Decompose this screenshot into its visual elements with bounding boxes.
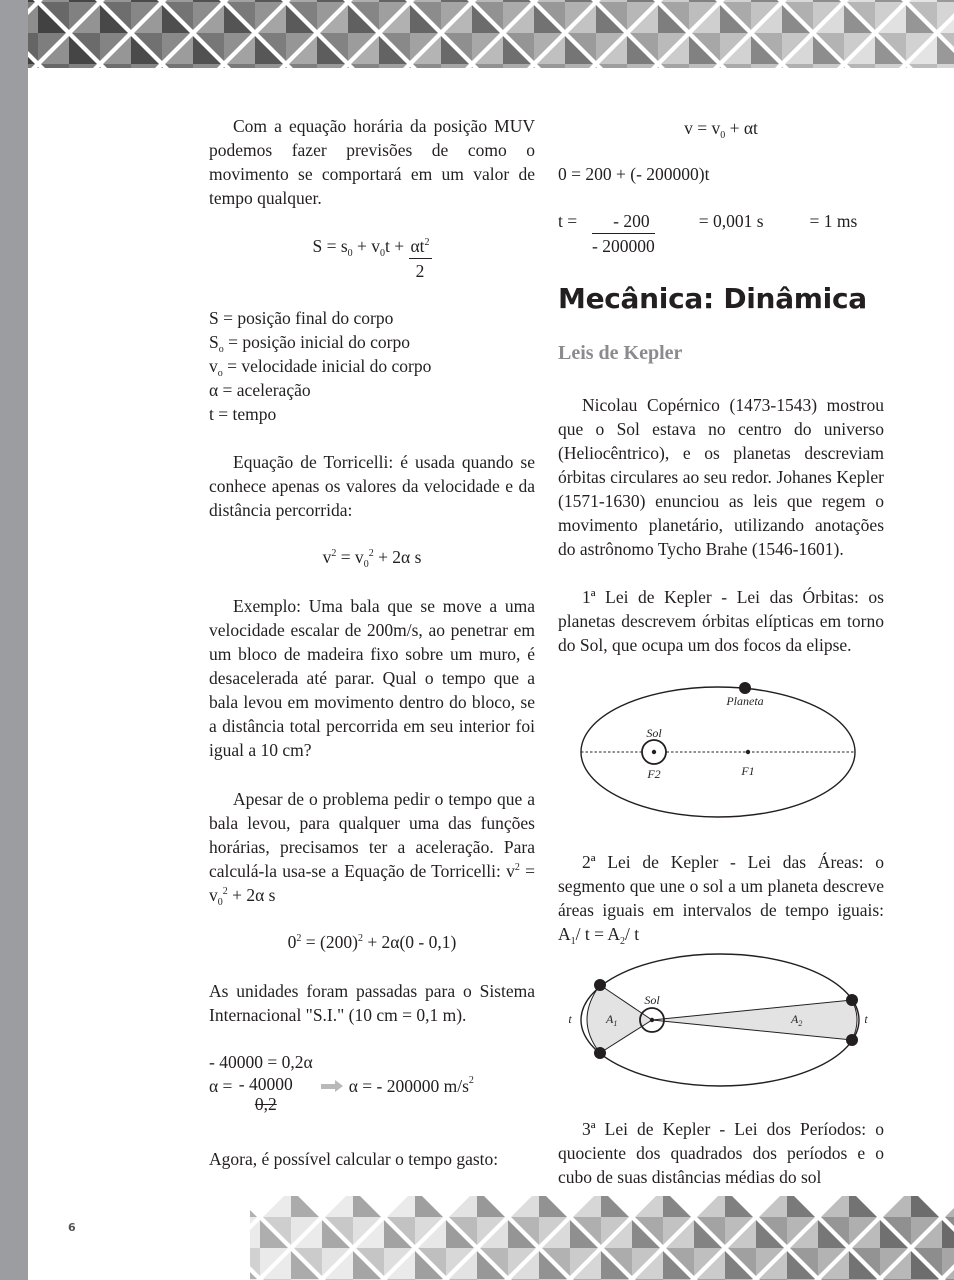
third-law-paragraph — [558, 1117, 884, 1189]
pattern-tile — [131, 0, 159, 2]
calculation-block — [209, 1050, 535, 1114]
formula-part: + 2α(0 - 0,1) — [362, 932, 457, 952]
formula-part: S = s — [312, 236, 348, 256]
text: Apesar de o problema pedir o tempo que a bala levou, para qualquer uma das funções horárias, precisamos ter a aceleração. Para calculá-la usa-se a Equação de Torricelli: — [209, 789, 535, 881]
units-text: As unidades foram passadas para o Sistema Internacional "S.I." (10 cm = 0,1 m). — [209, 981, 535, 1025]
formula-part: / t = A — [575, 924, 621, 944]
symbol: t — [209, 404, 214, 424]
definition-item — [209, 330, 535, 354]
second-law-paragraph — [558, 850, 884, 946]
pattern-tile — [263, 1196, 291, 1217]
definition-text: = posição final do corpo — [218, 308, 394, 328]
formula-part: = v — [336, 547, 364, 567]
pattern-tile — [69, 0, 97, 2]
pattern-tile — [28, 33, 38, 61]
formula-sup: 2 — [331, 548, 337, 559]
bottom-decorative-pattern — [250, 1196, 954, 1280]
pattern-tile — [227, 0, 255, 2]
formula-part: = v — [209, 861, 535, 905]
label: A — [606, 1012, 614, 1026]
pattern-tile — [351, 64, 379, 68]
area-a1 — [587, 985, 652, 1053]
pattern-tile — [813, 0, 841, 2]
time-equation — [558, 209, 884, 258]
planet-position — [846, 1034, 858, 1046]
formula-part: 0 — [287, 932, 297, 952]
label: A — [791, 1012, 799, 1026]
pattern-tile — [475, 0, 503, 2]
formula-part: α = — [209, 1076, 237, 1096]
f1-label: F1 — [741, 764, 755, 778]
definition-item — [209, 402, 535, 426]
calc-result: α = - 200000 m/s — [348, 1076, 469, 1096]
sun-center-dot — [650, 1018, 654, 1022]
pattern-tile — [847, 0, 875, 2]
pattern-tile — [697, 1196, 725, 1217]
time-label-left: t — [568, 1012, 572, 1026]
pattern-tile — [937, 0, 954, 2]
page-number: 6 — [68, 1221, 76, 1234]
pattern-tile — [849, 1196, 877, 1217]
formula-part: + 2α s — [373, 547, 422, 567]
zero-equation — [209, 930, 535, 954]
fraction — [592, 209, 655, 258]
formula-part: v = v — [684, 118, 721, 138]
denominator: 2 — [415, 261, 425, 281]
pattern-tile — [413, 0, 441, 2]
pattern-tile — [477, 1196, 505, 1217]
torricelli-paragraph — [209, 450, 535, 522]
pattern-tile — [193, 0, 221, 2]
formula-part: t + — [385, 236, 409, 256]
formula-part: v — [506, 861, 515, 881]
pattern-tile — [573, 1196, 601, 1217]
definition-item — [209, 306, 535, 330]
pattern-tile — [723, 64, 751, 68]
formula-sub: 2 — [620, 936, 626, 947]
pattern-tile — [28, 5, 38, 33]
pattern-tile — [441, 0, 469, 2]
pattern-tile — [723, 0, 751, 2]
formula-sup: 2 — [368, 548, 374, 559]
pattern-tile — [599, 0, 627, 2]
formula-sub: 0 — [720, 130, 726, 141]
symbol: S — [209, 308, 219, 328]
pattern-tile — [785, 0, 813, 2]
label-sub: 1 — [613, 1019, 618, 1028]
pattern-tile — [415, 1196, 443, 1217]
pattern-tile — [449, 1196, 477, 1217]
copernicus-text: Nicolau Copérnico (1473-1543) mostrou que o Sol estava no centro do universo (Heliocêntrico), e os planetas descreviam órbitas circulares ao seu redor. Johanes Kepler (1571-1630) enunciou as leis que regem o movimento planetário, utilizando anotações do astrônomo Tycho Brahe (1546-1601). — [558, 395, 884, 559]
pattern-tile — [539, 1196, 567, 1217]
formula-sub: 0 — [347, 248, 353, 259]
pattern-tile — [131, 64, 159, 68]
planet-icon — [739, 682, 751, 694]
pattern-tile — [511, 1196, 539, 1217]
formula-sub: 1 — [570, 936, 576, 947]
pattern-tile — [353, 1196, 381, 1217]
symbol-sub: o — [218, 344, 224, 355]
pattern-tile — [911, 1196, 939, 1217]
pattern-tile — [413, 64, 441, 68]
formula-sup: 2 — [296, 933, 302, 944]
definition-text: = tempo — [213, 404, 277, 424]
pattern-tile — [601, 1196, 629, 1217]
pattern-tile — [193, 64, 221, 68]
symbol-sub: o — [217, 368, 223, 379]
numerator: - 200 — [592, 209, 655, 234]
definition-text: = aceleração — [218, 380, 311, 400]
pattern-tile — [599, 64, 627, 68]
planet-position — [594, 979, 606, 991]
symbol: v — [209, 356, 218, 376]
example-text: Exemplo: Uma bala que se move a uma velocidade escalar de 200m/s, ao penetrar em um bloco de madeira fixo sobre um muro, é desacelerada até parar. Qual o tempo que a bala levou em movimento dentro do bloco, se a distância total percorrida em seu interior foi igual a 10 cm? — [209, 596, 535, 760]
example-paragraph — [209, 594, 535, 762]
pattern-tile — [537, 64, 565, 68]
first-law-text: 1ª Lei de Kepler - Lei das Órbitas: os planetas descrevem órbitas elípticas em torno do Sol, que ocupa um dos focos da elipse. — [558, 587, 884, 655]
pattern-tile — [689, 64, 717, 68]
result-milliseconds: = 1 ms — [809, 211, 858, 231]
pattern-tile — [945, 1196, 954, 1217]
pattern-tile — [165, 64, 193, 68]
formula-part: t = — [558, 211, 578, 231]
fraction — [409, 234, 432, 283]
pattern-tile — [751, 0, 779, 2]
result-seconds: = 0,001 s — [698, 211, 764, 231]
pattern-tile — [441, 64, 469, 68]
pattern-tile — [875, 64, 903, 68]
pattern-tile — [821, 1196, 849, 1217]
pattern-tile — [255, 0, 283, 2]
numerator: - 40000 — [238, 1074, 293, 1094]
formula-part: αt — [410, 236, 425, 256]
calc-line: - 40000 = 0,2α — [209, 1052, 313, 1072]
focus-f1-dot — [746, 750, 750, 754]
pattern-tile — [785, 64, 813, 68]
time-label-right: t — [864, 1012, 868, 1026]
pattern-tile — [565, 64, 593, 68]
pattern-tile — [565, 0, 593, 2]
definition-text: = posição inicial do corpo — [223, 332, 411, 352]
formula-part: + αt — [725, 118, 758, 138]
pattern-tile — [937, 64, 954, 68]
pattern-tile — [537, 0, 565, 2]
formula-sub: 0 — [363, 559, 369, 570]
intro-text: Com a equação horária da posição MUV podemos fazer previsões de como o movimento se comportará em um valor de tempo qualquer. — [209, 116, 535, 208]
orbit-diagram — [558, 680, 888, 825]
formula-part: A — [558, 924, 571, 944]
formula-sup: 2 — [514, 862, 520, 873]
third-law-text: 3ª Lei de Kepler - Lei dos Períodos: o quociente dos quadrados dos períodos e o cubo de suas distâncias médias do sol — [558, 1119, 884, 1187]
f2-label: F2 — [647, 767, 661, 781]
velocity-equation — [558, 116, 884, 140]
numerator — [409, 234, 432, 259]
area-a2 — [652, 1000, 857, 1040]
pattern-tile — [69, 64, 97, 68]
pattern-tile — [250, 1248, 260, 1276]
denominator: - 200000 — [592, 236, 655, 256]
pattern-tile — [725, 1196, 753, 1217]
sun-label: Sol — [644, 993, 660, 1007]
pattern-tile — [909, 0, 937, 2]
pattern-tile — [847, 64, 875, 68]
section-subheading: Leis de Kepler — [558, 342, 683, 364]
sun-label: Sol — [646, 726, 662, 740]
top-decorative-pattern — [28, 0, 954, 68]
pattern-tile — [250, 1196, 257, 1217]
pattern-tile — [41, 0, 69, 2]
pattern-tile — [875, 0, 903, 2]
pattern-tile — [255, 64, 283, 68]
formula-sup: 2 — [424, 237, 430, 248]
areas-diagram — [558, 950, 888, 1095]
second-law-text — [558, 850, 884, 946]
pattern-tile — [379, 64, 407, 68]
substituted-equation: 0 = 200 + (- 200000)t — [558, 164, 710, 184]
despite-paragraph — [209, 787, 535, 907]
pattern-tile — [503, 0, 531, 2]
pattern-tile — [250, 1220, 260, 1248]
formula-sup: 2 — [357, 933, 363, 944]
pattern-tile — [317, 0, 345, 2]
pattern-tile — [813, 64, 841, 68]
definition-text: = velocidade inicial do corpo — [222, 356, 432, 376]
torricelli-formula — [209, 545, 535, 569]
now-text: Agora, é possível calcular o tempo gasto: — [209, 1149, 499, 1169]
definition-item — [209, 378, 535, 402]
definitions-list — [209, 306, 535, 426]
pattern-tile — [103, 64, 131, 68]
fraction — [237, 1074, 295, 1114]
formula-part: = (200) — [301, 932, 358, 952]
pattern-tile — [289, 0, 317, 2]
planet-position — [594, 1047, 606, 1059]
pattern-tile — [663, 1196, 691, 1217]
pattern-tile — [787, 1196, 815, 1217]
pattern-tile — [28, 64, 35, 68]
planet-label: Planeta — [726, 694, 764, 708]
pattern-tile — [635, 1196, 663, 1217]
pattern-tile — [41, 64, 69, 68]
calc-alpha-line — [209, 1074, 535, 1114]
pattern-tile — [689, 0, 717, 2]
despite-text — [209, 787, 535, 907]
pattern-tile — [387, 1196, 415, 1217]
label-sub: 2 — [798, 1019, 803, 1028]
page-side-bar — [0, 0, 28, 1280]
units-paragraph — [209, 979, 535, 1027]
pattern-tile — [661, 0, 689, 2]
pattern-tile — [627, 64, 655, 68]
pattern-tile — [503, 64, 531, 68]
pattern-tile — [325, 1196, 353, 1217]
intro-paragraph — [209, 114, 535, 210]
pattern-tile — [475, 64, 503, 68]
text: 2ª Lei de Kepler - Lei das Áreas: o segmento que une o sol a um planeta descreve áreas iguais em intervalos de tempo iguais: — [558, 852, 884, 920]
pattern-tile — [227, 64, 255, 68]
pattern-tile — [751, 64, 779, 68]
pattern-tile — [103, 0, 131, 2]
pattern-tile — [289, 64, 317, 68]
pattern-tile — [291, 1196, 319, 1217]
symbol: S — [209, 332, 219, 352]
formula-part: + 2α s — [227, 885, 276, 905]
section-heading: Mecânica: Dinâmica — [558, 282, 867, 315]
formula-part: + v — [352, 236, 381, 256]
pattern-tile — [317, 64, 345, 68]
denominator: 0,2 — [254, 1094, 277, 1114]
pattern-tile — [379, 0, 407, 2]
pattern-tile — [28, 0, 35, 2]
copernicus-paragraph — [558, 393, 884, 561]
formula-part: v — [322, 547, 332, 567]
formula-sup: 2 — [222, 886, 228, 897]
planet-position — [846, 994, 858, 1006]
first-law-paragraph — [558, 585, 884, 657]
pattern-tile — [165, 0, 193, 2]
position-formula — [209, 234, 535, 283]
formula-sub: 0 — [380, 248, 386, 259]
symbol: α — [209, 380, 219, 400]
definition-item — [209, 354, 535, 378]
pattern-tile — [759, 1196, 787, 1217]
pattern-tile — [909, 64, 937, 68]
torricelli-text: Equação de Torricelli: é usada quando se conhece apenas os valores da velocidade e da distância percorrida: — [209, 452, 535, 520]
formula-part: / t — [625, 924, 640, 944]
formula-sub: 0 — [217, 897, 223, 908]
pattern-tile — [883, 1196, 911, 1217]
pattern-tile — [661, 64, 689, 68]
now-paragraph — [209, 1147, 535, 1171]
arrow-right-icon — [321, 1084, 335, 1089]
formula-sup: 2 — [468, 1075, 474, 1086]
focus-f2-dot — [652, 750, 656, 754]
pattern-tile — [627, 0, 655, 2]
pattern-tile — [351, 0, 379, 2]
